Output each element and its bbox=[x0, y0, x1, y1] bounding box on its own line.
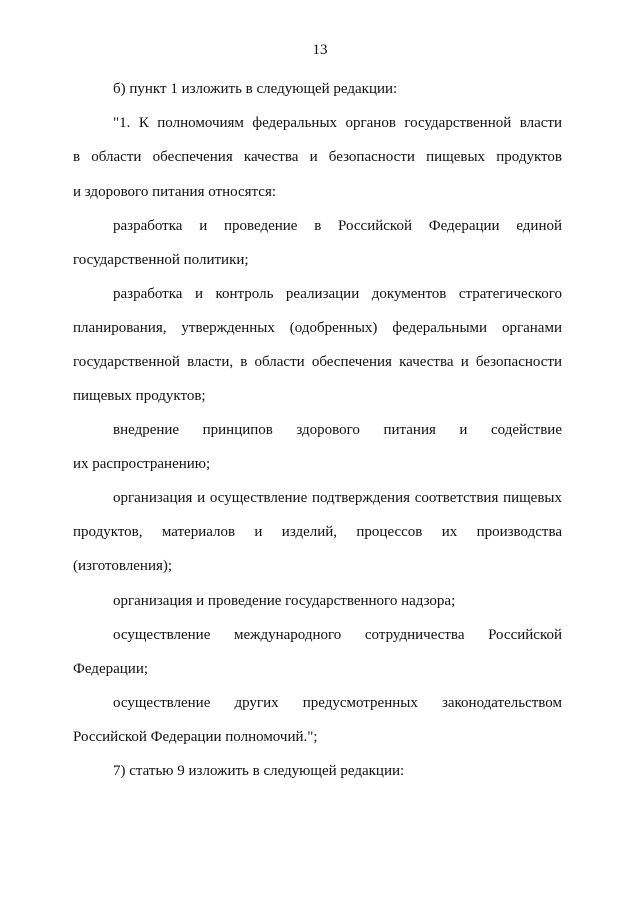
text-line: организация и проведение государственного надзора; bbox=[113, 593, 456, 609]
text-line: государственной политики; bbox=[73, 252, 249, 268]
text-line: Российской Федерации полномочий."; bbox=[73, 729, 318, 745]
text-line: осуществление других предусмотренных законодательством bbox=[113, 695, 562, 711]
text-line: разработка и контроль реализации документов стратегического bbox=[113, 286, 562, 302]
text-line: "1. К полномочиям федеральных органов государственной власти bbox=[113, 115, 562, 131]
text-line: б) пункт 1 изложить в следующей редакции: bbox=[113, 81, 398, 97]
page-number: 13 bbox=[312, 42, 328, 58]
text-line: 7) статью 9 изложить в следующей редакции: bbox=[113, 763, 405, 779]
text-line: их распространению; bbox=[73, 456, 211, 472]
text-line: в области обеспечения качества и безопасности пищевых продуктов bbox=[73, 149, 562, 165]
text-line: разработка и проведение в Российской Федерации единой bbox=[113, 218, 562, 234]
text-line: государственной власти, в области обеспечения качества и безопасности bbox=[73, 354, 562, 370]
text-line: продуктов, материалов и изделий, процессов их производства bbox=[73, 524, 562, 540]
text-line: пищевых продуктов; bbox=[73, 388, 206, 404]
text-line: (изготовления); bbox=[73, 558, 173, 574]
text-line: организация и осуществление подтверждения соответствия пищевых bbox=[113, 490, 562, 506]
text-line: и здорового питания относятся: bbox=[73, 184, 277, 200]
text-line: внедрение принципов здорового питания и содействие bbox=[113, 422, 562, 438]
text-line: Федерации; bbox=[73, 661, 149, 677]
text-line: планирования, утвержденных (одобренных) федеральными органами bbox=[73, 320, 562, 336]
text-line: осуществление международного сотрудничества Российской bbox=[113, 627, 562, 643]
